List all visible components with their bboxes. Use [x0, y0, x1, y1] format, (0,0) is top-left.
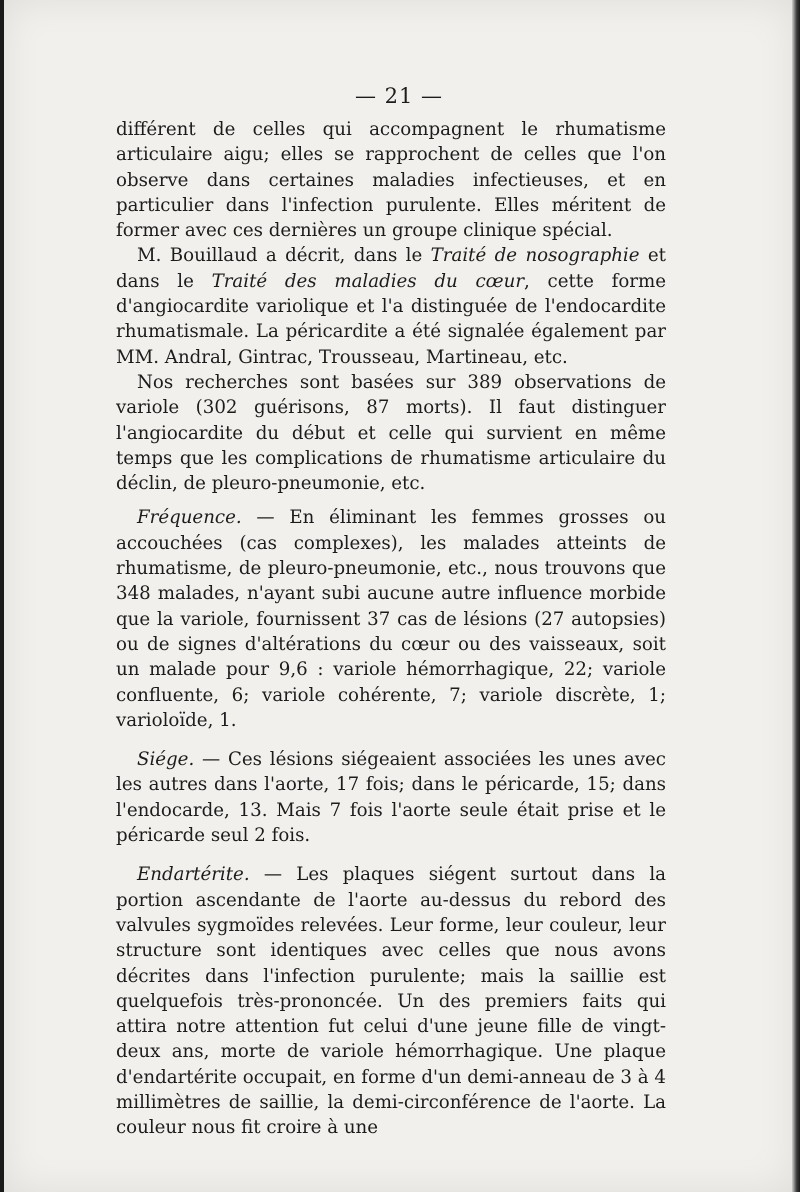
page-body	[116, 117, 666, 1141]
text-run: , cette forme d'angiocardite variolique et l'a distinguée de l'endocardite rhumatismale. La péricardite a été signalée également par MM. Andral, Gintrac, Trousseau, Martineau, etc.	[116, 270, 666, 368]
paragraph-intro-continued: différent de celles qui accompagnent le rhumatisme articulaire aigu; elles se rapprochent de celles que l'on observe dans certaines maladies infectieuses, et en particulier dans l'infection purulente. Elles méritent de former avec ces dernières un groupe clinique spécial.	[116, 119, 666, 242]
section-heading-siege: Siége.	[137, 749, 195, 771]
page-number: — 21 —	[354, 84, 444, 108]
paragraph-frequence	[116, 505, 666, 733]
book-title-maladies-du-coeur: Traité des maladies du cœur	[211, 270, 525, 292]
text-run: — Ces lésions siégeaient associées les unes avec les autres dans l'aorte, 17 fois; dans le péricarde, 15; dans l'endocarde, 13. Mais 7 fois l'aorte seule était prise et le péricarde seul 2 fois.	[116, 749, 666, 847]
paragraph-bouillaud	[116, 243, 666, 369]
paragraph-siege	[116, 747, 666, 848]
scan-right-edge	[792, 0, 800, 1192]
text-run: — Les plaques siégent surtout dans la portion ascendante de l'aorte au-dessus du rebord des valvules sygmoïdes relevées. Leur forme, leur couleur, leur structure sont identiques avec celles que nous avons décrites dans l'infection purulente; mais la saillie est quelquefois très-prononcée. Un des premiers faits qui attira notre attention fut celui d'une jeune fille de vingt-deux ans, morte de variole hémorrhagique. Une plaque d'endartérite occupait, en forme d'un demi-anneau de 3 à 4 millimètres de saillie, la demi-circonférence de l'aorte. La couleur nous fit croire à une	[116, 864, 666, 1139]
book-title-nosographie: Traité de nosographie	[430, 245, 640, 267]
paragraph-recherches: Nos recherches sont basées sur 389 observations de variole (302 guérisons, 87 morts). Il faut distinguer l'angiocardite du début et celle qui survient en même temps que les complications de rhumatisme articulaire du déclin, de pleuro-pneumonie, etc.	[116, 371, 666, 495]
section-heading-endarterite: Endartérite.	[137, 864, 250, 886]
text-run: M. Bouillaud a décrit, dans le	[137, 245, 431, 267]
book-page	[4, 0, 794, 1192]
text-run: et dans le	[116, 245, 666, 292]
paragraph-endarterite	[116, 862, 666, 1140]
section-heading-frequence: Fréquence.	[137, 507, 242, 529]
text-run: — En éliminant les femmes grosses ou accouchées (cas complexes), les malades atteints de rhumatisme, de pleuro-pneumonie, etc., nous trouvons que 348 malades, n'ayant subi aucune autre influence morbide que la variole, fournissent 37 cas de lésions (27 autopsies) ou de signes d'altérations du cœur ou des vaisseaux, soit un malade pour 9,6 : variole hémorrhagique, 22; variole confluente, 6; variole cohérente, 7; variole discrète, 1; varioloïde, 1.	[116, 507, 666, 731]
